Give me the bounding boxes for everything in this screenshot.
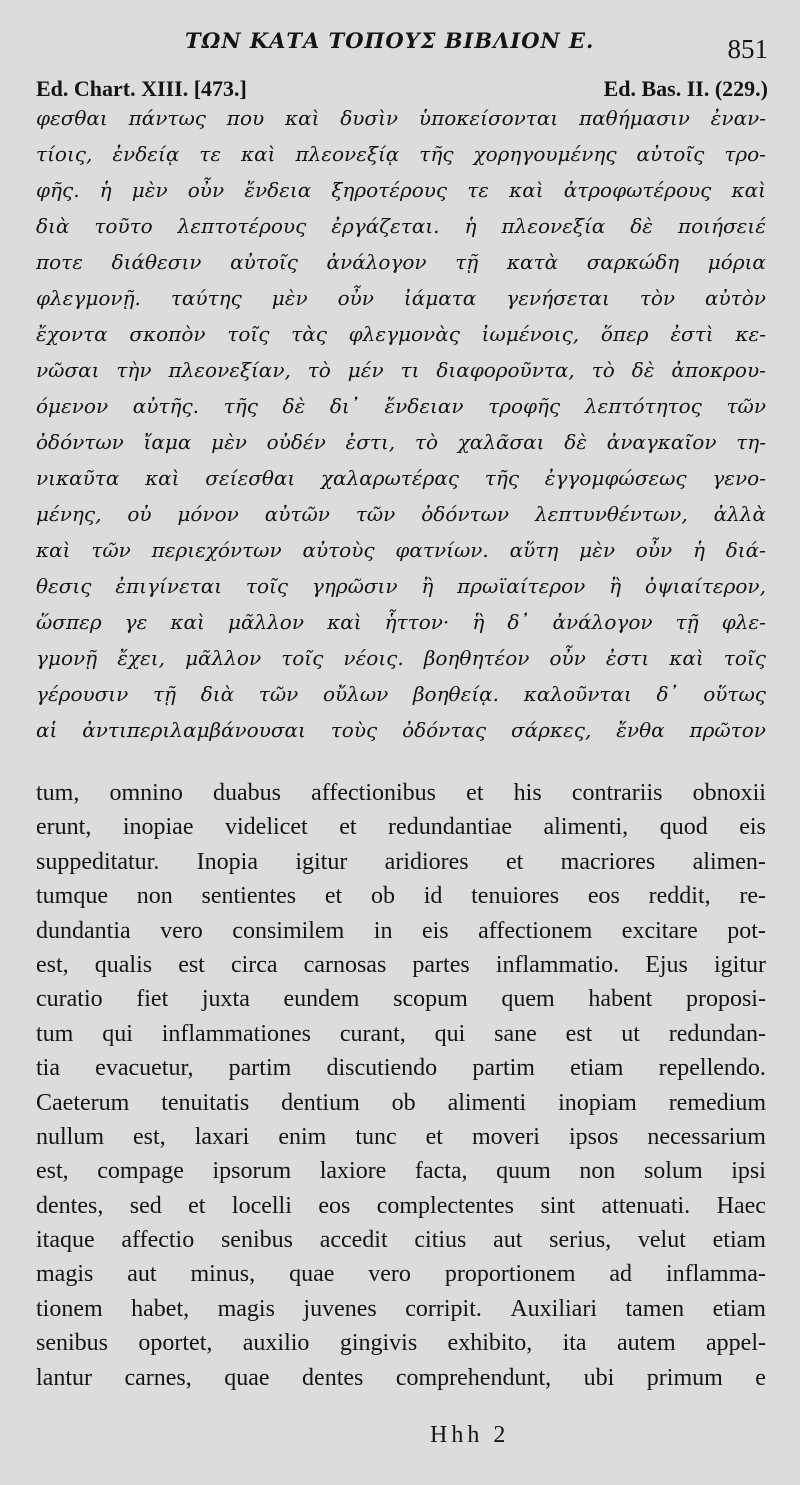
greek-text-line: θεσις ἐπιγίνεται τοῖς γηρῶσιν ἢ πρωϊαίτερον ἢ ὀψιαίτερον, xyxy=(36,574,766,598)
greek-text-line: τίοις, ἐνδείᾳ τε καὶ πλεονεξίᾳ τῆς χορηγουμένης αὐτοῖς τρο- xyxy=(36,142,766,166)
greek-text-line: νῶσαι τὴν πλεονεξίαν, τὸ μέν τι διαφοροῦντα, τὸ δὲ ἀποκρου- xyxy=(36,358,766,382)
latin-text-line: dentes, sed et locelli eos complectentes sint attenuati. Haec xyxy=(36,1192,766,1219)
edition-reference-right: Ed. Bas. II. (229.) xyxy=(603,76,768,101)
latin-text-line: tum, omnino duabus affectionibus et his contrariis obnoxii xyxy=(36,780,766,806)
greek-text-line: διὰ τοῦτο λεπτοτέρους ἐργάζεται. ἡ πλεονεξία δὲ ποιήσειέ xyxy=(36,214,766,238)
latin-text-line: nullum est, laxari enim tunc et moveri ipsos necessarium xyxy=(36,1123,766,1150)
greek-text-block xyxy=(36,100,766,748)
greek-text-line: μένης, οὐ μόνον αὐτῶν τῶν ὀδόντων λεπτυνθέντων, ἀλλὰ xyxy=(36,502,766,526)
greek-text-line: ὀδόντων ἴαμα μὲν οὐδέν ἐστι, τὸ χαλᾶσαι δὲ ἀναγκαῖον τη- xyxy=(36,430,766,454)
greek-text-line: φῆς. ἡ μὲν οὖν ἔνδεια ξηροτέρους τε καὶ ἀτροφωτέρους καὶ xyxy=(36,178,766,202)
latin-text-line: suppeditatur. Inopia igitur aridiores et macriores alimen- xyxy=(36,848,766,875)
greek-text-line: γμονῇ ἔχει, μᾶλλον τοῖς νέοις. βοηθητέον οὖν ἐστι καὶ τοῖς xyxy=(36,646,766,670)
latin-text-line: senibus oportet, auxilio gingivis exhibito, ita autem appel- xyxy=(36,1330,766,1357)
latin-text-line: est, qualis est circa carnosas partes inflammatio. Ejus igitur xyxy=(36,951,766,978)
latin-text-line: erunt, inopiae videlicet et redundantiae alimenti, quod eis xyxy=(36,814,766,841)
latin-text-line: itaque affectio senibus accedit citius aut serius, velut etiam xyxy=(36,1227,766,1254)
latin-text-line: tia evacuetur, partim discutiendo partim etiam repellendo. xyxy=(36,1055,766,1082)
greek-text-line: όμενον αὐτῆς. τῆς δὲ δι᾽ ἔνδειαν τροφῆς λεπτότητος τῶν xyxy=(36,394,766,418)
greek-text-line: γέρουσιν τῇ διὰ τῶν οὔλων βοηθείᾳ. καλοῦνται δ᾽ οὕτως xyxy=(36,682,766,706)
signature-mark: Hhh 2 xyxy=(430,1422,510,1448)
greek-text-line: νικαῦτα καὶ σείεσθαι χαλαρωτέρας τῆς ἐγγομφώσεως γενο- xyxy=(36,466,766,490)
latin-text-line: est, compage ipsorum laxiore facta, quum non solum ipsi xyxy=(36,1158,766,1185)
latin-text-block xyxy=(36,776,766,1395)
latin-text-line: tumque non sentientes et ob id tenuiores eos reddit, re- xyxy=(36,883,766,910)
edition-reference-left: Ed. Chart. XIII. [473.] xyxy=(36,76,247,101)
greek-text-line: ποτε διάθεσιν αὐτοῖς ἀνάλογον τῇ κατὰ σαρκώδη μόρια xyxy=(36,250,766,274)
latin-text-line: curatio fiet juxta eundem scopum quem habent proposi- xyxy=(36,986,766,1013)
running-head: ΤΩΝ ΚΑΤΑ ΤΟΠΟΥΣ ΒΙΒΛΙΟΝ Ε. xyxy=(185,28,595,53)
greek-text-line: καὶ τῶν περιεχόντων αὐτοὺς φατνίων. αὕτη μὲν οὖν ἡ διά- xyxy=(36,538,766,562)
greek-text-line: ὥσπερ γε καὶ μᾶλλον καὶ ἧττον· ἣ δ᾽ ἀνάλογον τῇ φλε- xyxy=(36,610,766,634)
latin-text-line: tionem habet, magis juvenes corripit. Auxiliari tamen etiam xyxy=(36,1295,766,1322)
greek-text-line: αἱ ἀντιπεριλαμβάνουσαι τοὺς ὀδόντας σάρκες, ἔνθα πρῶτον xyxy=(36,718,766,742)
page-number: 851 xyxy=(727,34,768,64)
greek-text-line: φεσθαι πάντως που καὶ δυσὶν ὑποκείσονται παθήμασιν ἐναν- xyxy=(36,106,766,130)
greek-text-line: φλεγμονῇ. ταύτης μὲν οὖν ἰάματα γενήσεται τὸν αὐτὸν xyxy=(36,286,766,310)
latin-text-line: lantur carnes, quae dentes comprehendunt, ubi primum e xyxy=(36,1364,766,1391)
latin-text-line: magis aut minus, quae vero proportionem ad inflamma- xyxy=(36,1261,766,1288)
latin-text-line: dundantia vero consimilem in eis affectionem excitare pot- xyxy=(36,917,766,944)
latin-text-line: tum qui inflammationes curant, qui sane est ut redundan- xyxy=(36,1020,766,1047)
latin-text-line: Caeterum tenuitatis dentium ob alimenti inopiam remedium xyxy=(36,1089,766,1116)
greek-text-line: ἔχοντα σκοπὸν τοῖς τὰς φλεγμονὰς ἰωμένοις, ὅπερ ἐστὶ κε- xyxy=(36,322,766,346)
